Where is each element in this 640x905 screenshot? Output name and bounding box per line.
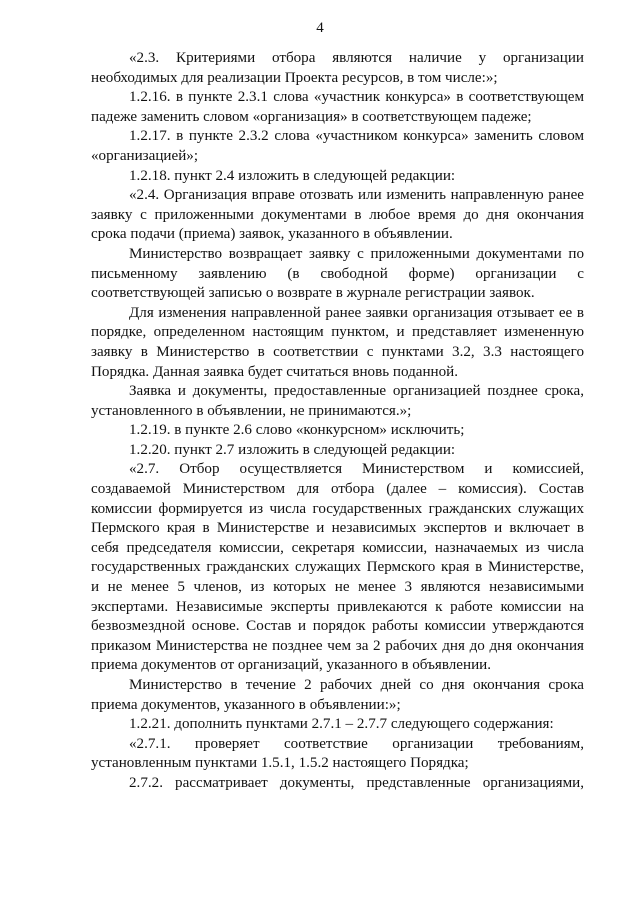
paragraph: «2.7.1. проверяет соответствие организации требованиям, установленным пунктами 1.5.1, 1.5.2 настоящего Порядка;: [91, 735, 584, 772]
page-number: 4: [316, 20, 324, 36]
paragraph: Министерство возвращает заявку с приложенными документами по письменному заявлению (в свободной форме) организации с соответствующей записью о возврате в журнале регистрации заявок.: [91, 245, 584, 302]
paragraph: «2.4. Организация вправе отозвать или изменить направленную ранее заявку с приложенными документами в любое время до дня окончания срока подачи (приема) заявок, указанного в объявлении.: [91, 187, 584, 243]
paragraph: 1.2.17. в пункте 2.3.2 слова «участником конкурса» заменить словом «организацией»;: [91, 128, 584, 164]
paragraph: 1.2.21. дополнить пунктами 2.7.1 – 2.7.7 следующего содержания:: [129, 716, 554, 733]
paragraph: 1.2.19. в пункте 2.6 слово «конкурсном» исключить;: [129, 422, 465, 439]
paragraph: 2.7.2. рассматривает документы, представленные организациями,: [129, 774, 584, 791]
paragraph: Заявка и документы, предоставленные организацией позднее срока, установленного в объявлении, не принимаются.»;: [91, 383, 584, 419]
paragraph: 1.2.18. пункт 2.4 изложить в следующей редакции:: [129, 167, 456, 184]
paragraph: 1.2.16. в пункте 2.3.1 слова «участник конкурса» в соответствующем падеже заменить словом «организация» в соответствующем падеже;: [91, 89, 584, 125]
paragraph: Министерство в течение 2 рабочих дней со дня окончания срока приема документов, указанного в объявлении:»;: [91, 677, 584, 713]
paragraph: «2.3. Критериями отбора являются наличие у организации необходимых для реализации Проекта ресурсов, в том числе:»;: [91, 50, 584, 86]
document-body: [91, 49, 584, 794]
paragraph: Для изменения направленной ранее заявки организация отзывает ее в порядке, определенном настоящим пунктом, и представляет измененную заявку в Министерство в соответствии с пунктами 3.2, 3.3 настоящего Порядка. Данная заявка будет считаться вновь поданной.: [91, 304, 584, 380]
paragraph: 1.2.20. пункт 2.7 изложить в следующей редакции:: [129, 441, 456, 458]
paragraph: «2.7. Отбор осуществляется Министерством и комиссией, создаваемой Министерством для отбора (далее – комиссия). Состав комиссии формируется из числа государственных гражданских служащих Пермского края в Министерстве и независимых экспертов и включает в себя председателя комиссии, секретаря комиссии, назначаемых из числа государственных гражданских служащих Пермского края в Министерстве, и не менее 5 членов, из которых не менее 3 являются независимыми экспертами. Независимые эксперты привлекаются к работе комиссии на безвозмездной основе. Состав и порядок работы комиссии утверждаются приказом Министерства не позднее чем за 2 рабочих дня до дня окончания приема документов от организаций, указанного в объявлении.: [91, 461, 584, 674]
